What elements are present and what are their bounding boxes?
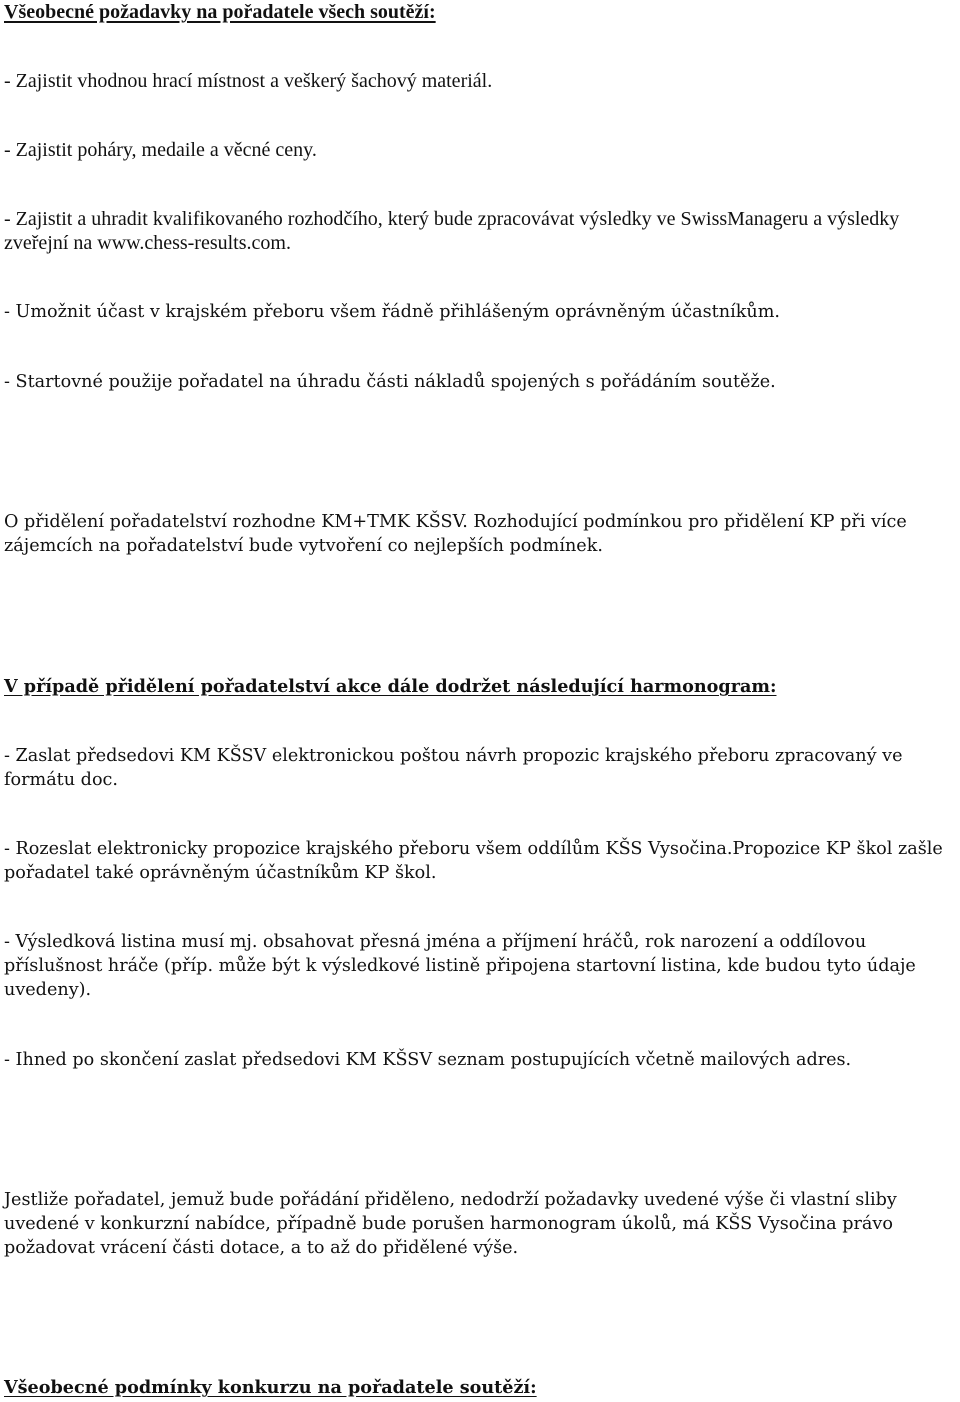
requirement-item: - Umožnit účast v krajském přeboru všem řádně přihlášeným oprávněným účastníkům. [4,302,780,322]
section-heading-tender-conditions: Všeobecné podmínky konkurzu na pořadatele soutěží: [4,1377,537,1398]
schedule-item: - Ihned po skončení zaslat předsedovi KM KŠSV seznam postupujících včetně mailových adres. [4,1050,852,1070]
requirement-item: - Zajistit vhodnou hrací místnost a veškerý šachový materiál. [4,70,493,92]
penalty-paragraph: Jestliže pořadatel, jemuž bude pořádání přiděleno, nedodrží požadavky uvedené výše či vlastní sliby uvedené v konkurzní nabídce, případně bude porušen harmonogram úkolů, má KŠS Vysočina právo požadovat vrácení části dotace, a to až do přidělené výše. [4,1190,897,1258]
allocation-paragraph: O přidělení pořadatelství rozhodne KM+TMK KŠSV. Rozhodující podmínkou pro přidělení KP při více zájemcích na pořadatelství bude vytvoření co nejlepších podmínek. [4,512,907,556]
section-heading-schedule: V případě přidělení pořadatelství akce dále dodržet následující harmonogram: [4,676,777,697]
schedule-item: - Zaslat předsedovi KM KŠSV elektronickou poštou návrh propozic krajského přeboru zpracovaný ve formátu doc. [4,746,903,790]
schedule-item: - Výsledková listina musí mj. obsahovat přesná jména a příjmení hráčů, rok narození a oddílovou příslušnost hráče (příp. může být k výsledkové listině připojena startovní listina, kde budou tyto údaje uvedeny). [4,932,916,1000]
section-heading-general-requirements: Všeobecné požadavky na pořadatele všech soutěží: [4,1,436,23]
schedule-item: - Rozeslat elektronicky propozice krajského přeboru všem oddílům KŠS Vysočina.Propozice KP škol zašle pořadatel také oprávněným účastníkům KP škol. [4,839,943,883]
requirement-item: - Zajistit poháry, medaile a věcné ceny. [4,139,317,161]
requirement-item: - Startovné použije pořadatel na úhradu části nákladů spojených s pořádáním soutěže. [4,372,776,392]
requirement-item: - Zajistit a uhradit kvalifikovaného rozhodčího, který bude zpracovávat výsledky ve SwissManageru a výsledky zveřejní na www.chess-results.com. [4,208,900,254]
